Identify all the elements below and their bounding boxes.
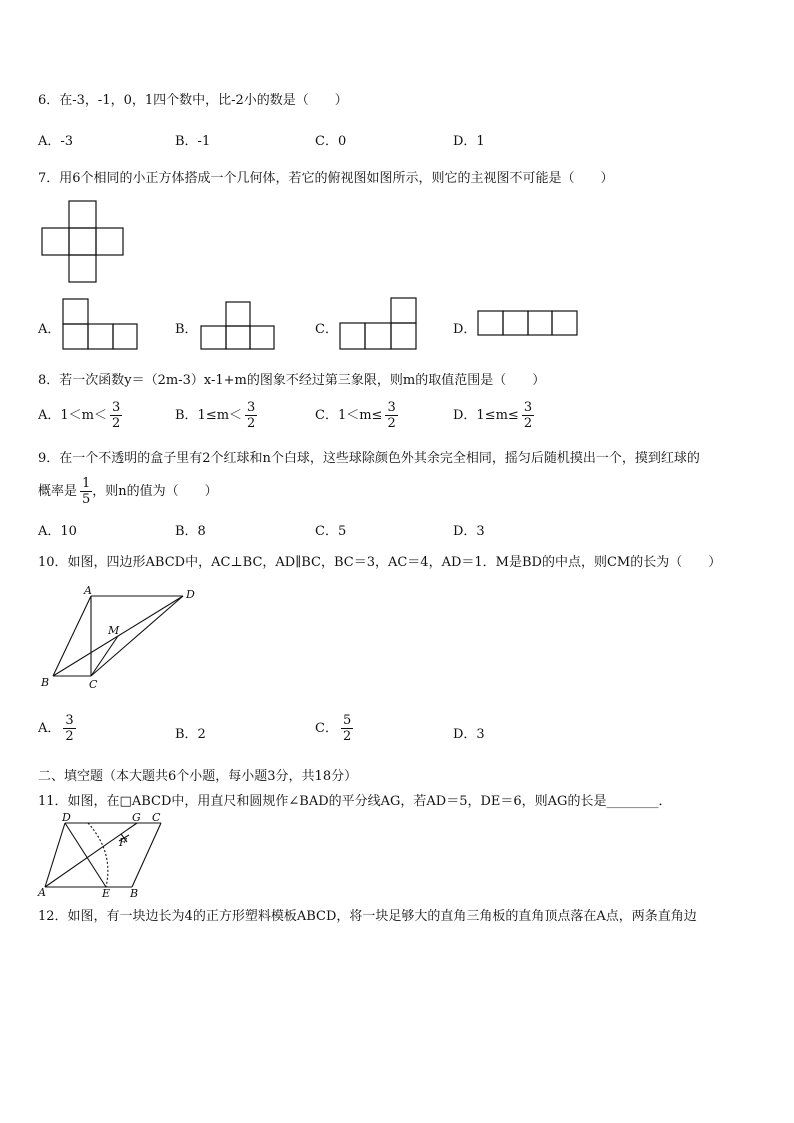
q8-option-c-label: C．1＜m≤ [315,408,383,423]
q10-option-a [38,713,76,744]
q7-option-b-label: B． [175,322,198,337]
q8-option-c [315,400,398,431]
fraction [385,400,397,431]
q11-stem: 11．如图，在□ABCD中，用直尺和圆规作∠BAD的平分线AG，若AD＝5，DE＝6，则AG的长是________． [38,794,672,809]
numerator: 3 [523,400,533,415]
q10-quadrilateral-figure [38,584,203,692]
q10-label-d: D [186,588,195,601]
q10-label-a: A [84,584,92,597]
q11-label-d: D [62,811,71,824]
q8-option-b [175,400,257,431]
fraction [245,400,257,431]
numerator: 3 [65,713,74,728]
denominator: 2 [112,416,121,431]
fraction [341,713,353,744]
q9-stem-pre: 概率是 [38,484,78,499]
q7-option-a-figure [62,298,138,350]
q10-option-d: D．3 [453,727,485,742]
q10-option-c-label: C． [315,721,338,736]
q7-option-b-figure [200,301,276,350]
q9-option-a: A．10 [38,524,77,539]
q7-option-c-figure [339,297,417,350]
q11-label-c: C [152,811,161,824]
q6-option-d: D．1 [453,134,485,149]
q10-stem: 10．如图，四边形ABCD中，AC⊥BC，AD∥BC，BC＝3，AC＝4，AD＝1．M是BD的中点，则CM的长为（ ） [38,555,722,570]
q6-stem: 6．在-3，-1，0，1四个数中，比-2小的数是（ ） [38,93,348,108]
q8-option-d [453,400,534,431]
q9-option-d: D．3 [453,524,485,539]
q9-option-b: B．8 [175,524,206,539]
q12-stem: 12．如图，有一块边长为4的正方形塑料模板ABCD，将一块足够大的直角三角板的直角顶点落在A点，两条直角边 [38,909,697,924]
fraction [63,713,75,744]
fraction [110,400,122,431]
section-heading: 二、填空题（本大题共6个小题，每小题3分，共18分） [38,769,358,784]
numerator: 3 [387,400,396,415]
fraction [522,400,534,431]
q7-stem: 7．用6个相同的小正方体搭成一个几何体，若它的俯视图如图所示，则它的主视图不可能是（ ） [38,171,614,186]
q6-option-c: C．0 [315,134,347,149]
q10-label-b: B [41,676,50,689]
q7-option-d-label: D． [453,322,477,337]
q10-label-c: C [89,678,98,691]
q9-option-c: C．5 [315,524,347,539]
q11-parallelogram-figure [36,812,166,900]
denominator: 2 [65,729,74,744]
q10-option-b: B．2 [175,727,206,742]
q10-option-c [315,713,353,744]
denominator: 2 [387,416,396,431]
q9-stem-line1: 9．在一个不透明的盒子里有2个红球和n个白球，这些球除颜色外其余完全相同，摇匀后随机摸出一个，摸到红球的 [38,451,700,466]
q9-stem-line2 [38,476,218,507]
q7-option-c-label: C． [315,322,338,337]
q11-label-a: A [38,886,46,899]
q7-top-view-figure [40,200,125,283]
denominator: 2 [342,729,352,744]
denominator: 2 [247,416,256,431]
q10-option-a-label: A． [38,721,61,736]
numerator: 1 [82,476,91,491]
q6-option-a: A．-3 [38,134,74,149]
q11-label-f: F [119,836,127,849]
denominator: 2 [523,416,533,431]
numerator: 3 [247,400,256,415]
q11-label-e: E [102,887,111,900]
numerator: 3 [112,400,121,415]
q6-option-b: B．-1 [175,134,211,149]
q10-label-m: M [108,624,120,637]
q9-stem-post: ，则n的值为（ ） [92,484,218,499]
numerator: 5 [342,713,352,728]
q8-option-d-label: D．1≤m≤ [453,408,519,423]
q7-option-a-label: A． [38,322,61,337]
q8-stem: 8．若一次函数y＝（2m-3）x-1+m的图象不经过第三象限，则m的取值范围是（ ） [38,373,546,388]
fraction [80,476,92,507]
denominator: 5 [82,492,91,507]
q8-option-b-label: B．1≤m＜ [175,408,243,423]
q11-label-b: B [130,887,139,900]
q11-label-g: G [132,811,141,824]
q8-option-a [38,400,122,431]
q8-option-a-label: A．1＜m＜ [38,408,107,423]
q7-option-d-figure [477,310,578,336]
